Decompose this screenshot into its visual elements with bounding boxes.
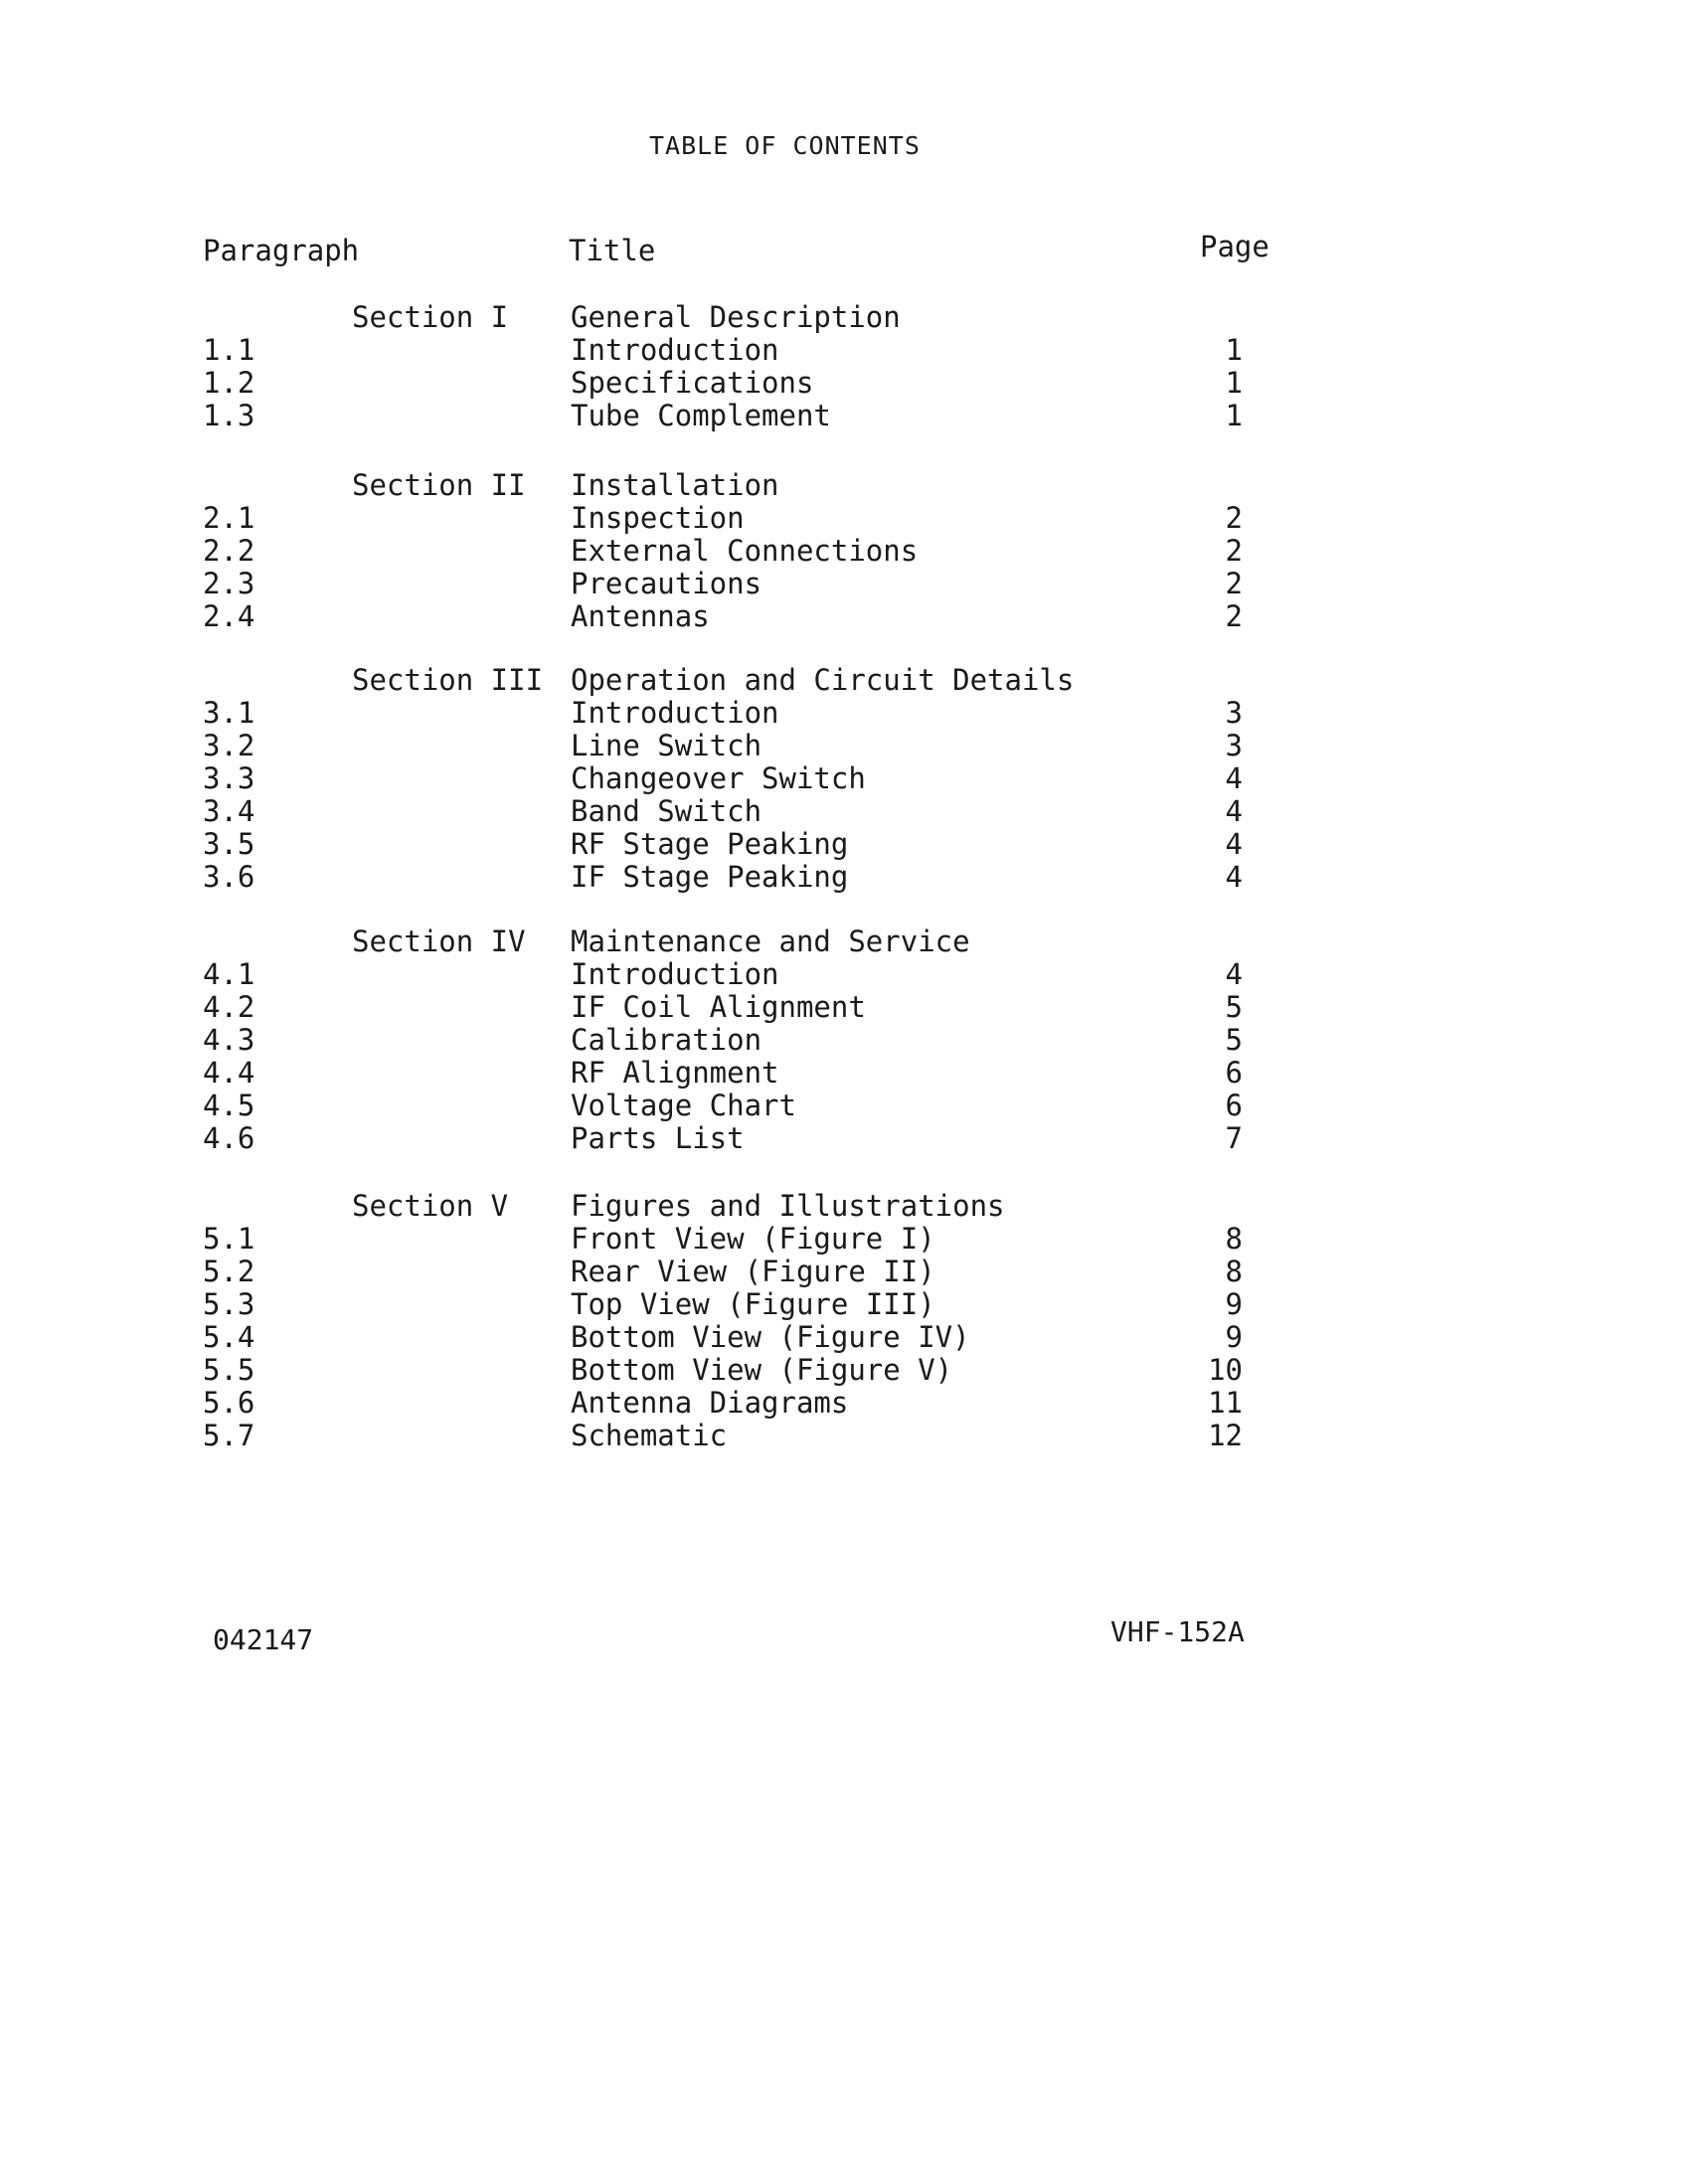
paragraph-number: 4.6 [203, 1121, 255, 1155]
paragraph-number: 3.1 [203, 696, 255, 730]
paragraph-number: 3.2 [203, 729, 255, 762]
footer-model-number: VHF-152A [1110, 1615, 1245, 1648]
page-number: 2 [1225, 567, 1243, 600]
section-title: General Description [571, 300, 901, 334]
page-number: 10 [1208, 1353, 1243, 1387]
page-number: 9 [1225, 1287, 1243, 1321]
page-number: 3 [1225, 729, 1243, 762]
page-column-header: Page [1200, 230, 1269, 263]
page-number: 4 [1225, 827, 1243, 861]
paragraph-number: 3.6 [203, 860, 255, 894]
page-number: 7 [1225, 1121, 1243, 1155]
page-number: 6 [1225, 1056, 1243, 1090]
entry-title: RF Stage Peaking [571, 827, 849, 861]
paragraph-number: 2.2 [203, 534, 255, 568]
entry-title: Specifications [571, 366, 814, 400]
paragraph-number: 5.1 [203, 1222, 255, 1256]
page-number: 4 [1225, 957, 1243, 991]
page-number: 4 [1225, 794, 1243, 828]
entry-title: Schematic [571, 1419, 728, 1452]
paragraph-number: 5.7 [203, 1419, 255, 1452]
section-title: Figures and Illustrations [571, 1189, 1005, 1223]
entry-title: Introduction [571, 957, 779, 991]
paragraph-number: 4.5 [203, 1089, 255, 1122]
page-number: 4 [1225, 860, 1243, 894]
paragraph-column-header: Paragraph [203, 234, 360, 267]
entry-title: Antenna Diagrams [571, 1386, 849, 1420]
entry-title: External Connections [571, 534, 919, 568]
entry-title: Top View (Figure III) [571, 1287, 935, 1321]
page-number: 1 [1225, 366, 1243, 400]
page-number: 3 [1225, 696, 1243, 730]
title-column-header: Title [569, 234, 656, 267]
page-number: 2 [1225, 534, 1243, 568]
page-number: 4 [1225, 761, 1243, 795]
page-number: 8 [1225, 1222, 1243, 1256]
paragraph-number: 4.4 [203, 1056, 255, 1090]
entry-title: Band Switch [571, 794, 762, 828]
paragraph-number: 5.5 [203, 1353, 255, 1387]
page-number: 12 [1208, 1419, 1243, 1452]
paragraph-number: 5.4 [203, 1320, 255, 1354]
section-title: Installation [571, 468, 779, 502]
section-label: Section V [352, 1189, 509, 1223]
paragraph-number: 2.1 [203, 501, 255, 535]
page-number: 1 [1225, 333, 1243, 367]
entry-title: Rear View (Figure II) [571, 1255, 935, 1288]
section-label: Section I [352, 300, 509, 334]
page-number: 6 [1225, 1089, 1243, 1122]
section-title: Operation and Circuit Details [571, 663, 1075, 697]
entry-title: Introduction [571, 333, 779, 367]
page-number: 9 [1225, 1320, 1243, 1354]
entry-title: Antennas [571, 599, 710, 633]
footer-doc-number: 042147 [213, 1623, 314, 1656]
paragraph-number: 4.3 [203, 1023, 255, 1057]
entry-title: Bottom View (Figure V) [571, 1353, 953, 1387]
paragraph-number: 3.3 [203, 761, 255, 795]
section-label: Section II [352, 468, 526, 502]
entry-title: Tube Complement [571, 399, 831, 432]
page-number: 5 [1225, 1023, 1243, 1057]
paragraph-number: 1.2 [203, 366, 255, 400]
entry-title: Parts List [571, 1121, 745, 1155]
paragraph-number: 1.1 [203, 333, 255, 367]
entry-title: Inspection [571, 501, 745, 535]
paragraph-number: 5.6 [203, 1386, 255, 1420]
page-number: 8 [1225, 1255, 1243, 1288]
page-number: 2 [1225, 599, 1243, 633]
entry-title: Calibration [571, 1023, 762, 1057]
paragraph-number: 5.2 [203, 1255, 255, 1288]
paragraph-number: 1.3 [203, 399, 255, 432]
entry-title: Introduction [571, 696, 779, 730]
entry-title: Line Switch [571, 729, 762, 762]
page-number: 1 [1225, 399, 1243, 432]
paragraph-number: 4.1 [203, 957, 255, 991]
paragraph-number: 2.4 [203, 599, 255, 633]
page-number: 11 [1208, 1386, 1243, 1420]
page-number: 5 [1225, 990, 1243, 1024]
entry-title: Changeover Switch [571, 761, 866, 795]
paragraph-number: 5.3 [203, 1287, 255, 1321]
entry-title: Bottom View (Figure IV) [571, 1320, 970, 1354]
paragraph-number: 3.4 [203, 794, 255, 828]
paragraph-number: 2.3 [203, 567, 255, 600]
page-number: 2 [1225, 501, 1243, 535]
entry-title: RF Alignment [571, 1056, 779, 1090]
paragraph-number: 3.5 [203, 827, 255, 861]
entry-title: IF Coil Alignment [571, 990, 866, 1024]
document-title: TABLE OF CONTENTS [649, 131, 921, 160]
section-title: Maintenance and Service [571, 924, 970, 958]
section-label: Section III [352, 663, 544, 697]
paragraph-number: 4.2 [203, 990, 255, 1024]
entry-title: Voltage Chart [571, 1089, 796, 1122]
section-label: Section IV [352, 924, 526, 958]
entry-title: Front View (Figure I) [571, 1222, 935, 1256]
entry-title: Precautions [571, 567, 762, 600]
entry-title: IF Stage Peaking [571, 860, 849, 894]
